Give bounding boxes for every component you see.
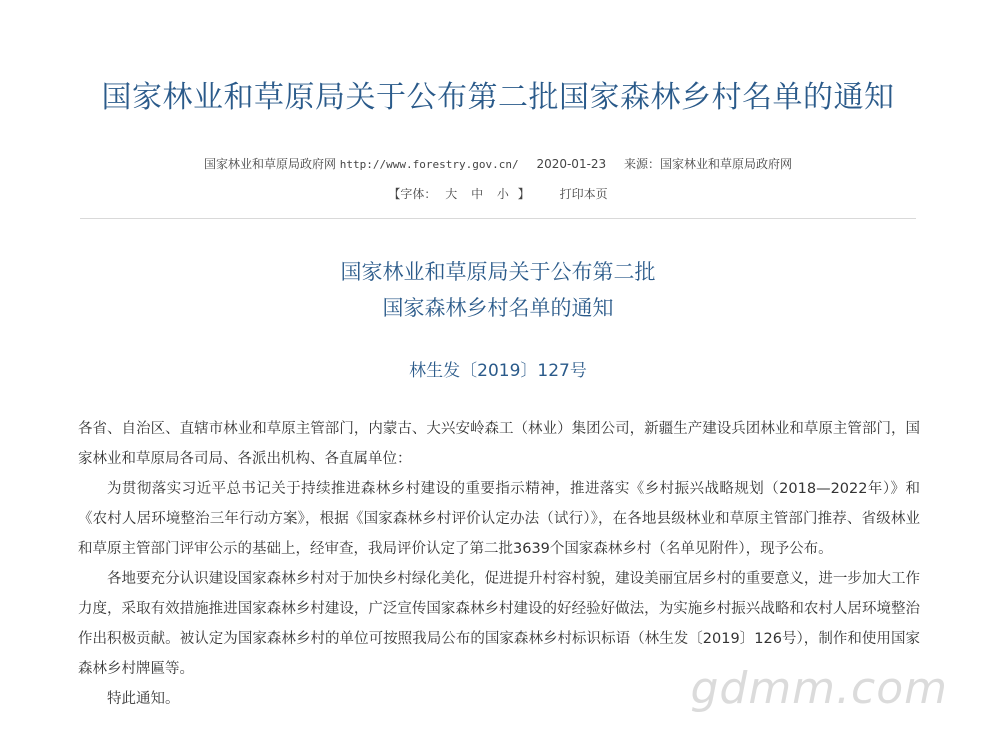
- document-number: 林生发〔2019〕127号: [409, 361, 587, 381]
- header-divider: [80, 218, 916, 219]
- font-label-suffix: 】: [517, 187, 530, 201]
- document-title-line1: 国家林业和草原局关于公布第二批: [340, 260, 656, 284]
- font-medium-button[interactable]: 中: [471, 187, 484, 201]
- source-label: 来源：国家林业和草原局政府网: [624, 157, 793, 171]
- article-meta: [0, 154, 996, 175]
- font-small-button[interactable]: 小: [496, 187, 509, 201]
- addressee-paragraph: 各省、自治区、直辖市林业和草原主管部门，内蒙古、大兴安岭森工（林业）集团公司，新疆生产建设兵团林业和草原主管部门，国家林业和草原局各司局、各派出机构、各直属单位：: [78, 421, 920, 467]
- closing-paragraph: 特此通知。: [107, 691, 180, 707]
- body-paragraph-2: 各地要充分认识建设国家森林乡村对于加快乡村绿化美化，促进提升村容村貌，建设美丽宜居乡村的重要意义，进一步加大工作力度，采取有效措施推进国家森林乡村建设，广泛宣传国家森林乡村建设的好经验好做法，为实施乡村振兴战略和农村人居环境整治作出积极贡献。被认定为国家森林乡村的单位可按照我局公布的国家森林乡村标识标语（林生发〔2019〕126号），制作和使用国家森林乡村牌匾等。: [78, 571, 920, 677]
- publisher-name: 国家林业和草原局政府网: [203, 157, 336, 171]
- print-page-button[interactable]: 打印本页: [559, 187, 608, 201]
- publish-date: 2020-01-23: [536, 157, 607, 171]
- site-watermark: gdmm.com: [690, 663, 948, 714]
- font-label-prefix: 【字体：: [388, 187, 437, 201]
- document-title-line2: 国家森林乡村名单的通知: [382, 296, 614, 320]
- document-title: [0, 254, 996, 326]
- font-large-button[interactable]: 大: [445, 187, 458, 201]
- publisher-url: http://www.forestry.gov.cn/: [339, 158, 519, 171]
- font-size-toolbar: [0, 184, 996, 204]
- page-title: 国家林业和草原局关于公布第二批国家森林乡村名单的通知: [101, 80, 895, 115]
- body-paragraph-1: 为贯彻落实习近平总书记关于持续推进森林乡村建设的重要指示精神，推进落实《乡村振兴战略规划（2018—2022年）》和《农村人居环境整治三年行动方案》，根据《国家森林乡村评价认定办法（试行）》，在各地县级林业和草原主管部门推荐、省级林业和草原主管部门评审公示的基础上，经审查，我局评价认定了第二批3639个国家森林乡村（名单见附件），现予公布。: [78, 481, 920, 557]
